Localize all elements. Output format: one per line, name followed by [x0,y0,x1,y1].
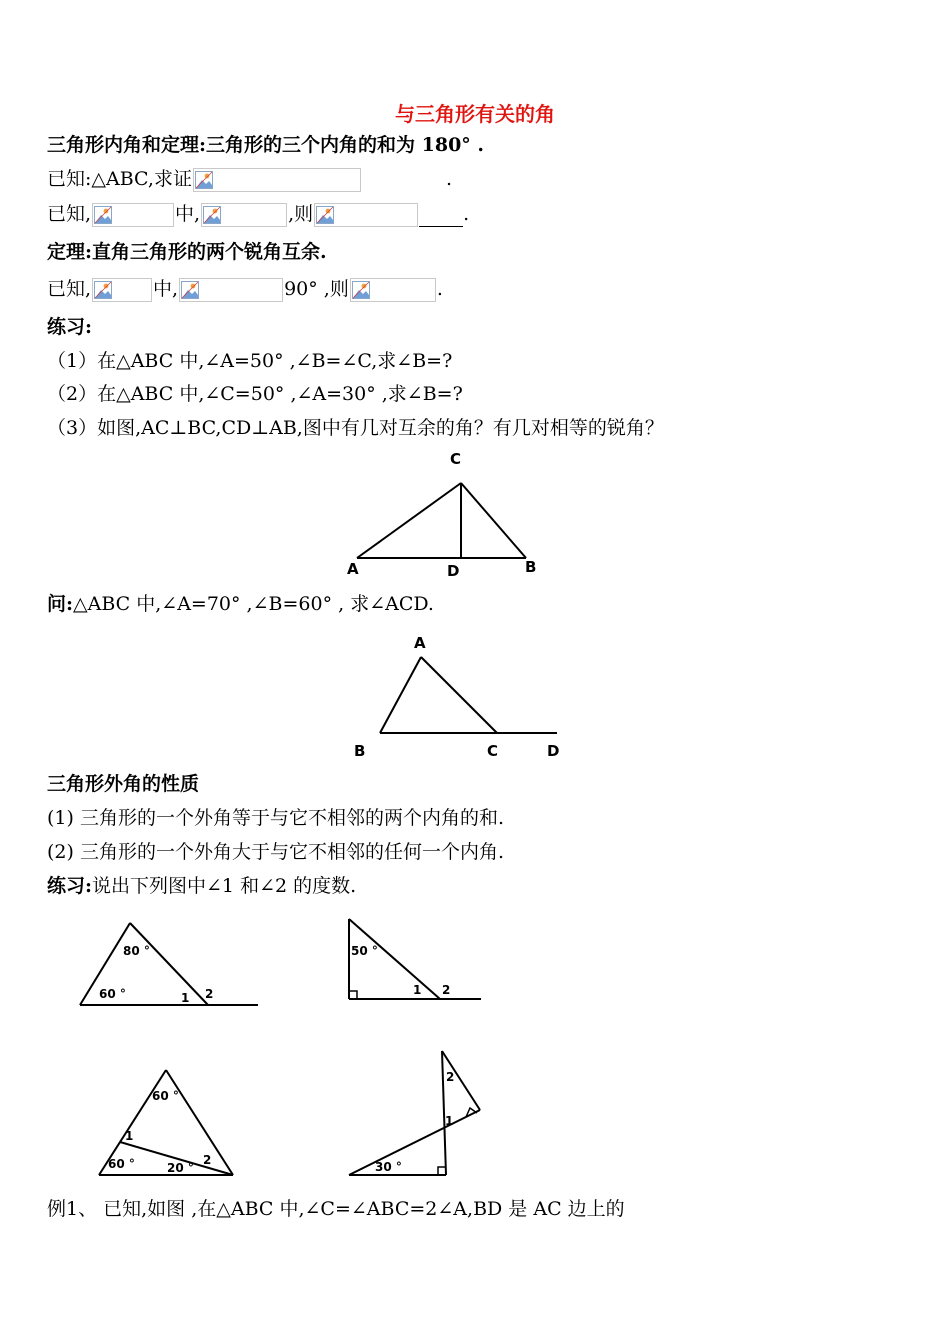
page-title: 与三角形有关的角 [395,102,555,126]
fig4-angle-2: 2 [442,983,451,997]
fig6-angle-1: 1 [445,1114,454,1128]
fig3-angle-2: 2 [205,987,214,1001]
exterior-angle-heading: 三角形外角的性质 [47,773,200,795]
fig1-label-d: D [447,562,460,580]
fig4-angle-top: 50 ° [351,944,378,958]
known-2-then: ,则 [288,203,314,225]
fig1-label-a: A [347,560,359,578]
fig5-angle-top: 60 ° [152,1089,179,1103]
figure-overlapping-right-triangles [349,1051,480,1175]
fig6-angle-2: 2 [446,1070,455,1084]
fig3-angle-top: 80 ° [123,944,150,958]
question-lead: 问: [47,593,74,615]
known-3-deg: 90° ,则 [284,278,349,300]
fig5-angle-left: 60 ° [108,1157,135,1171]
known-3-suffix: . [436,278,443,300]
exterior-property: (2) 三角形的一个外角大于与它不相邻的任何一个内角. [47,841,504,863]
known-2-prefix: 已知, [47,203,92,225]
practice-1-item: （1）在△ABC 中,∠A=50° ,∠B=∠C,求∠B=? [47,350,453,372]
fig3-angle-1: 1 [181,991,190,1005]
fig2-label-c: C [487,742,499,760]
fig5-angle-mid: 20 ° [167,1161,194,1175]
known-2-suffix: . [463,203,470,225]
fig4-angle-1: 1 [413,983,422,997]
known-3-prefix: 已知, [47,278,92,300]
known-3-mid: 中, [153,278,179,300]
fig1-label-b: B [525,558,537,576]
question-text: △ABC 中,∠A=70° ,∠B=60° , 求∠ACD. [73,593,434,615]
fig5-angle-1: 1 [125,1129,134,1143]
practice-2-text: 说出下列图中∠1 和∠2 的度数. [92,875,357,897]
exterior-property: (1) 三角形的一个外角等于与它不相邻的两个内角的和. [47,807,504,829]
fig1-label-c: C [450,450,462,468]
fig5-angle-2: 2 [203,1153,212,1167]
known-1-suffix: . [445,168,452,190]
theorem-interior-sum: 三角形内角和定理:三角形的三个内角的和为 180° . [47,134,485,156]
known-1-prefix: 已知:△ABC,求证 [47,168,192,190]
fig6-angle-bottom: 30 ° [375,1160,402,1174]
theorem-right-triangle: 定理:直角三角形的两个锐角互余. [47,241,327,263]
fig2-label-a: A [414,634,426,652]
fig3-angle-left: 60 ° [99,987,126,1001]
fig2-label-b: B [354,742,366,760]
practice-1-item: （3）如图,AC⊥BC,CD⊥AB,图中有几对互余的角？有几对相等的锐角？ [47,417,664,439]
example-1: 例1、 已知,如图 ,在△ABC 中,∠C=∠ABC=2∠A,BD 是 AC 边上的 [47,1198,625,1220]
practice-2-lead: 练习: [47,875,93,897]
known-2-mid: 中, [175,203,201,225]
fig2-label-d: D [547,742,560,760]
practice-1-heading: 练习: [47,316,93,338]
practice-1-item: （2）在△ABC 中,∠C=50° ,∠A=30° ,求∠B=? [47,383,463,405]
